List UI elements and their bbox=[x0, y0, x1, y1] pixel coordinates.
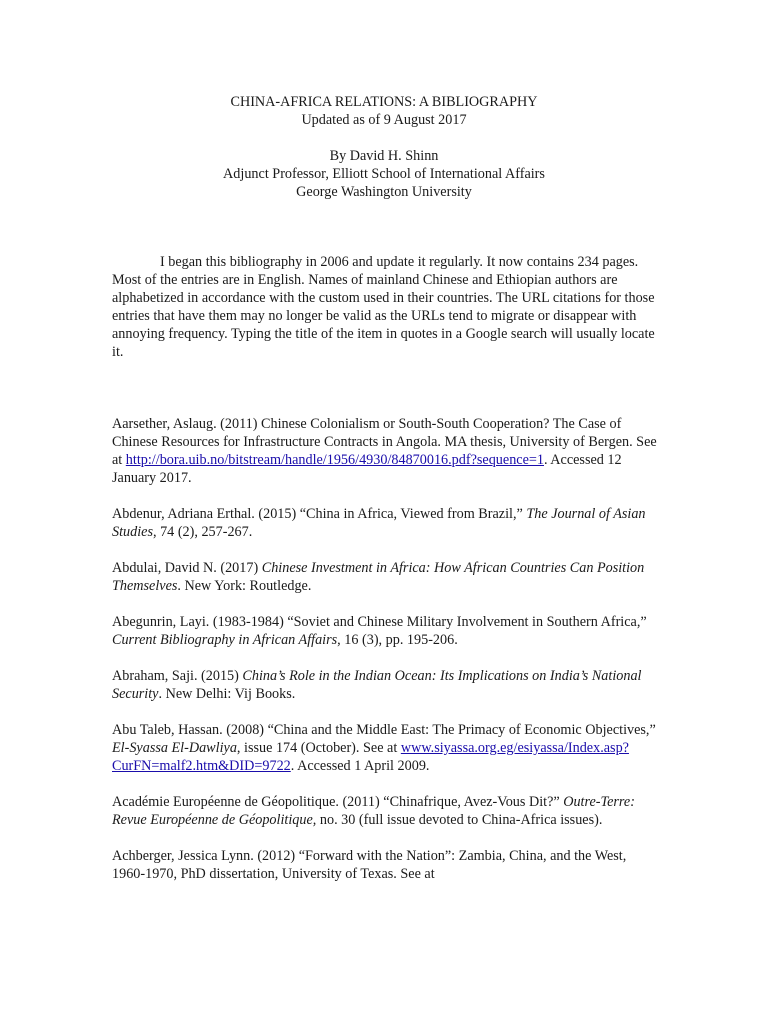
bibliography-list bbox=[112, 415, 660, 901]
entry-text: Abraham, Saji. (2015) bbox=[112, 668, 243, 684]
entry-text: Abdenur, Adriana Erthal. (2015) “China in Africa, Viewed from Brazil,” bbox=[112, 506, 527, 522]
bibliography-entry bbox=[112, 415, 660, 487]
entry-book-title: Chinese Investment in Africa: How African Countries Can Position Themselves bbox=[112, 560, 645, 594]
author-institution: George Washington University bbox=[296, 184, 472, 200]
entry-text: . New Delhi: Vij Books. bbox=[158, 686, 296, 702]
entry-text: Abu Taleb, Hassan. (2008) “China and the Middle East: The Primacy of Economic Objectives,” bbox=[112, 722, 656, 738]
entry-text: . Accessed 12 January 2017. bbox=[112, 452, 622, 486]
entry-text: Achberger, Jessica Lynn. (2012) “Forward with the Nation”: Zambia, China, and the West, 1960-1970, PhD dissertation, University of Texas. See at bbox=[112, 848, 627, 882]
entry-text: Abdulai, David N. (2017) bbox=[112, 560, 262, 576]
entry-url-link[interactable]: www.siyassa.org.eg/esiyassa/Index.asp?CurFN=malf2.htm&DID=9722 bbox=[112, 740, 629, 774]
bibliography-entry bbox=[112, 505, 660, 541]
entry-text: , issue 174 (October). See at bbox=[236, 740, 401, 756]
entry-text: , 16 (3), pp. 195-206. bbox=[337, 632, 458, 648]
bibliography-entry bbox=[112, 613, 660, 649]
spacer bbox=[0, 129, 768, 147]
entry-text: Aarsether, Aslaug. (2011) Chinese Colonialism or South-South Cooperation? The Case of Chinese Resources for Infrastructure Contracts in Angola. MA thesis, University of Bergen. See at bbox=[112, 416, 657, 468]
entry-text: Académie Européenne de Géopolitique. (2011) “Chinafrique, Avez-Vous Dit?” bbox=[112, 794, 564, 810]
entry-journal-title: The Journal of Asian Studies bbox=[112, 506, 646, 540]
updated-date: Updated as of 9 August 2017 bbox=[301, 112, 467, 128]
entry-text: . Accessed 1 April 2009. bbox=[290, 758, 430, 774]
entry-text: . New York: Routledge. bbox=[177, 578, 312, 594]
entry-journal-title: Outre-Terre: Revue Européenne de Géopolitique, bbox=[112, 794, 635, 828]
author-position: Adjunct Professor, Elliott School of International Affairs bbox=[223, 166, 545, 182]
entry-journal-title: Current Bibliography in African Affairs bbox=[112, 632, 338, 648]
intro-section bbox=[112, 253, 660, 361]
author-byline: By David H. Shinn bbox=[329, 148, 439, 164]
intro-paragraph: I began this bibliography in 2006 and update it regularly. It now contains 234 pages. Most of the entries are in English. Names of mainland Chinese and Ethiopian authors are alphabetized in accordance with the custom used in their countries. The URL citations for those entries that have them may no longer be valid as the URLs tend to migrate or disappear with annoying frequency. Typing the title of the item in quotes in a Google search will usually locate it. bbox=[112, 254, 655, 360]
entry-journal-title: El-Syassa El-Dawliya bbox=[112, 740, 237, 756]
bibliography-entry bbox=[112, 847, 660, 883]
document-title: CHINA-AFRICA RELATIONS: A BIBLIOGRAPHY bbox=[230, 94, 538, 110]
bibliography-entry bbox=[112, 667, 660, 703]
title-block bbox=[0, 93, 768, 201]
entry-text: no. 30 (full issue devoted to China-Africa issues). bbox=[316, 812, 603, 828]
bibliography-entry bbox=[112, 793, 660, 829]
bibliography-entry bbox=[112, 721, 660, 775]
entry-text: Abegunrin, Layi. (1983-1984) “Soviet and Chinese Military Involvement in Southern Africa,” bbox=[112, 614, 647, 630]
bibliography-entry bbox=[112, 559, 660, 595]
entry-text: , 74 (2), 257-267. bbox=[152, 524, 253, 540]
entry-url-link[interactable]: http://bora.uib.no/bitstream/handle/1956/4930/84870016.pdf?sequence=1 bbox=[125, 452, 544, 468]
entry-book-title: China’s Role in the Indian Ocean: Its Implications on India’s National Security bbox=[112, 668, 642, 702]
